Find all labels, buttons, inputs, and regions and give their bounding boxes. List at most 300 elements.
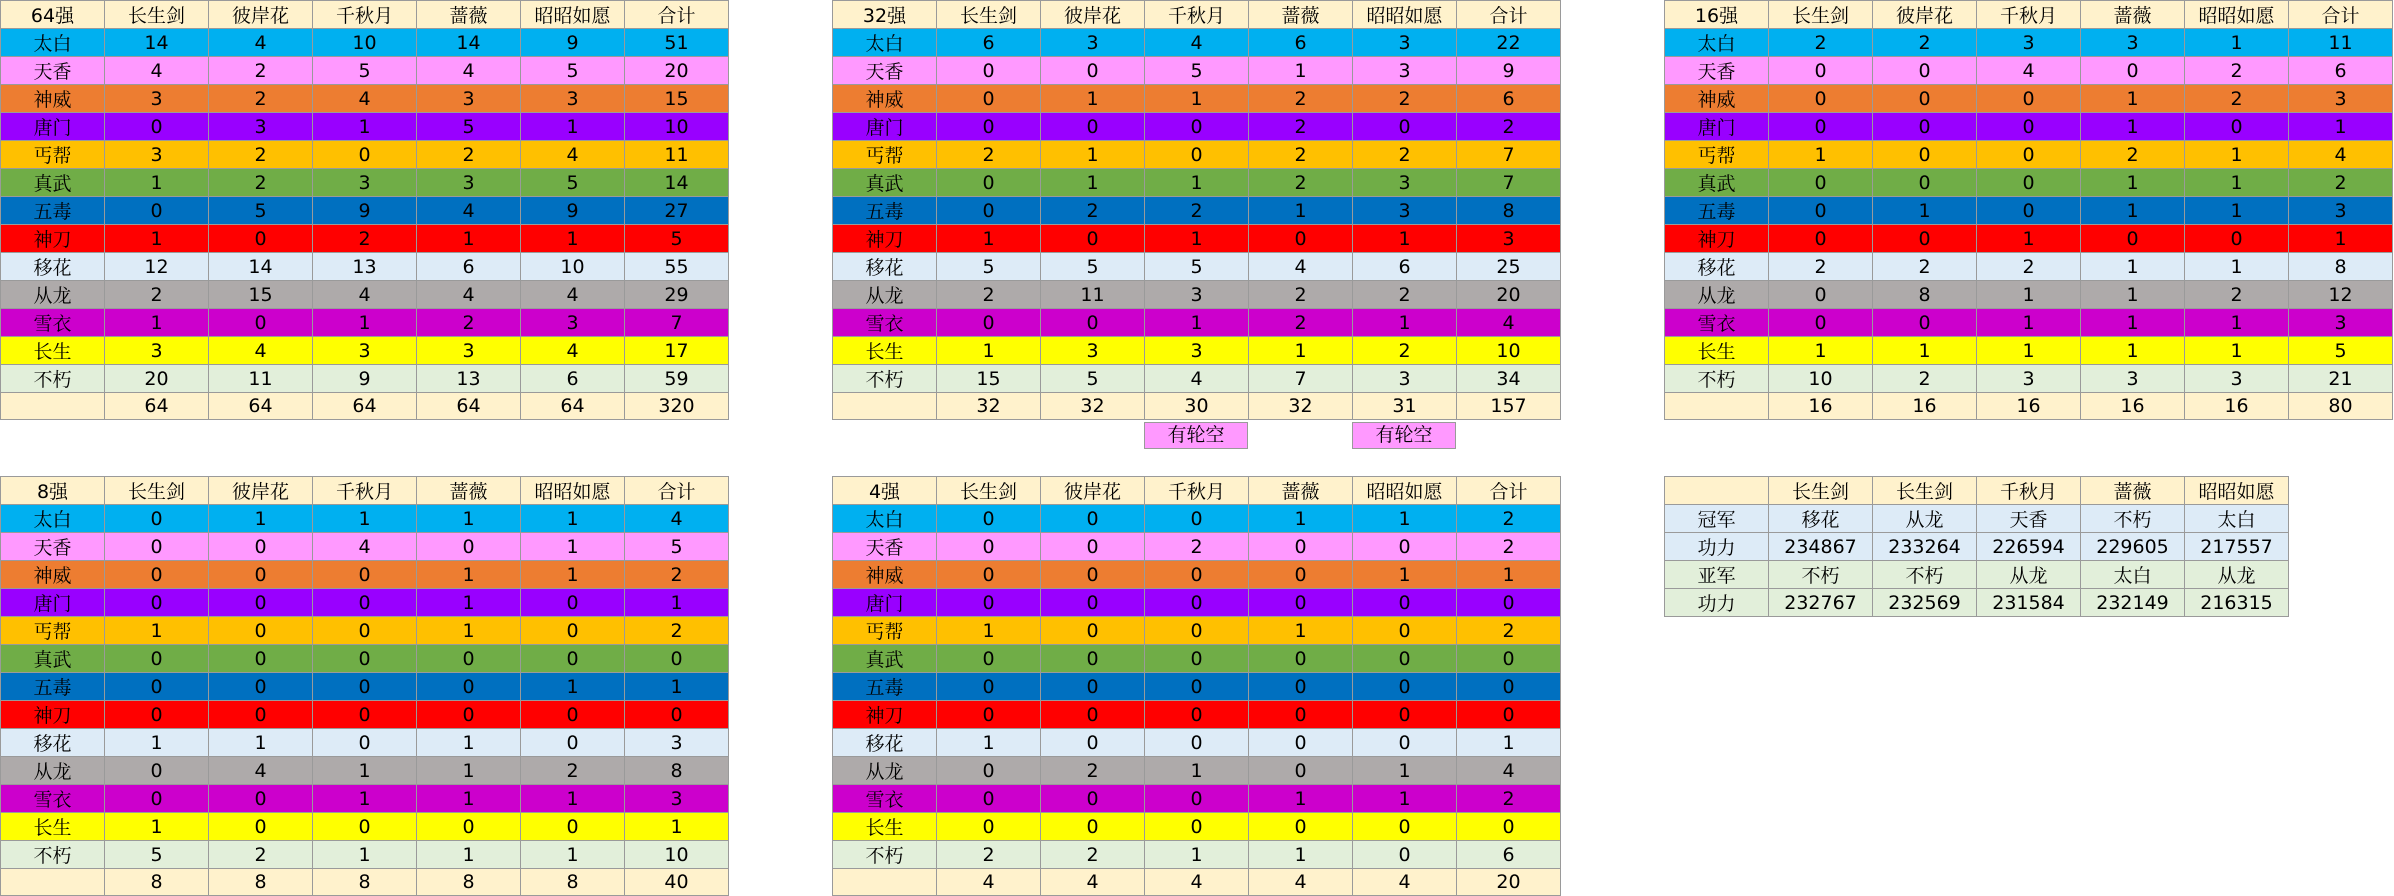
sect-name[interactable]: 神刀 [833,225,937,253]
total-cell[interactable]: 4 [937,869,1041,896]
value-cell[interactable]: 2 [1249,281,1353,309]
value-cell[interactable]: 0 [1353,617,1457,645]
value-cell[interactable]: 0 [209,225,313,253]
column-header[interactable]: 千秋月 [1977,1,2081,29]
value-cell[interactable]: 1 [417,225,521,253]
value-cell[interactable]: 1 [1249,505,1353,533]
value-cell[interactable]: 0 [1769,197,1873,225]
value-cell[interactable]: 5 [105,841,209,869]
value-cell[interactable]: 0 [1145,141,1249,169]
value-cell[interactable]: 1 [625,813,729,841]
value-cell[interactable]: 1 [313,113,417,141]
sect-name[interactable]: 神刀 [1665,225,1769,253]
value-cell[interactable]: 8 [1873,281,1977,309]
value-cell[interactable]: 1 [417,841,521,869]
value-cell[interactable]: 29 [625,281,729,309]
column-header[interactable]: 昭昭如愿 [2185,477,2289,505]
total-cell[interactable]: 31 [1353,393,1457,420]
value-cell[interactable]: 3 [1145,337,1249,365]
value-cell[interactable]: 232569 [1873,589,1977,617]
value-cell[interactable]: 10 [521,253,625,281]
value-cell[interactable]: 0 [209,309,313,337]
value-cell[interactable]: 1 [1977,281,2081,309]
total-cell[interactable]: 8 [521,869,625,896]
value-cell[interactable]: 0 [1041,813,1145,841]
column-header[interactable]: 蔷薇 [2081,1,2185,29]
row-label[interactable]: 亚军 [1665,561,1769,589]
value-cell[interactable]: 9 [521,197,625,225]
value-cell[interactable]: 0 [1769,225,1873,253]
value-cell[interactable]: 2 [209,57,313,85]
value-cell[interactable]: 2 [1249,141,1353,169]
sect-name[interactable]: 天香 [833,533,937,561]
value-cell[interactable]: 2 [1873,29,1977,57]
value-cell[interactable]: 1 [209,505,313,533]
value-cell[interactable]: 11 [2289,29,2393,57]
value-cell[interactable]: 6 [937,29,1041,57]
value-cell[interactable]: 1 [1145,757,1249,785]
total-cell[interactable]: 4 [1353,869,1457,896]
column-header[interactable]: 合计 [1457,477,1561,505]
sect-name[interactable]: 从龙 [1,757,105,785]
column-header[interactable]: 彼岸花 [1873,1,1977,29]
value-cell[interactable]: 1 [105,225,209,253]
value-cell[interactable]: 17 [625,337,729,365]
value-cell[interactable]: 20 [105,365,209,393]
sect-name[interactable]: 太白 [1,505,105,533]
stage-title[interactable]: 32强 [833,1,937,29]
value-cell[interactable]: 7 [1457,141,1561,169]
value-cell[interactable]: 0 [209,785,313,813]
value-cell[interactable]: 0 [937,645,1041,673]
sect-name[interactable]: 神刀 [833,701,937,729]
column-header[interactable]: 千秋月 [313,1,417,29]
sect-name[interactable]: 唐门 [1,113,105,141]
value-cell[interactable]: 不朽 [1873,561,1977,589]
value-cell[interactable]: 234867 [1769,533,1873,561]
value-cell[interactable]: 0 [521,729,625,757]
total-cell[interactable]: 32 [1249,393,1353,420]
value-cell[interactable]: 6 [1457,85,1561,113]
value-cell[interactable]: 1 [2185,29,2289,57]
value-cell[interactable]: 3 [521,309,625,337]
value-cell[interactable]: 6 [2289,57,2393,85]
value-cell[interactable]: 0 [105,533,209,561]
sect-name[interactable]: 长生 [833,813,937,841]
value-cell[interactable]: 2 [937,141,1041,169]
total-cell[interactable]: 16 [1769,393,1873,420]
value-cell[interactable]: 0 [209,589,313,617]
value-cell[interactable]: 1 [1873,337,1977,365]
sect-name[interactable]: 五毒 [1,197,105,225]
value-cell[interactable]: 3 [209,113,313,141]
value-cell[interactable]: 1 [2081,197,2185,225]
value-cell[interactable]: 232149 [2081,589,2185,617]
total-cell[interactable]: 64 [417,393,521,420]
value-cell[interactable]: 3 [1041,337,1145,365]
sect-name[interactable]: 太白 [833,505,937,533]
value-cell[interactable]: 0 [1249,645,1353,673]
value-cell[interactable]: 2 [313,225,417,253]
column-header[interactable]: 彼岸花 [1041,1,1145,29]
value-cell[interactable]: 1 [937,225,1041,253]
value-cell[interactable]: 0 [313,589,417,617]
value-cell[interactable]: 0 [1249,813,1353,841]
total-cell[interactable]: 320 [625,393,729,420]
value-cell[interactable]: 0 [417,533,521,561]
value-cell[interactable]: 11 [209,365,313,393]
value-cell[interactable]: 3 [1457,225,1561,253]
value-cell[interactable]: 217557 [2185,533,2289,561]
value-cell[interactable]: 10 [313,29,417,57]
value-cell[interactable]: 5 [209,197,313,225]
value-cell[interactable]: 4 [1457,757,1561,785]
value-cell[interactable]: 2 [1249,113,1353,141]
value-cell[interactable]: 0 [937,197,1041,225]
value-cell[interactable]: 0 [313,701,417,729]
total-cell[interactable]: 32 [937,393,1041,420]
value-cell[interactable]: 0 [313,729,417,757]
value-cell[interactable]: 5 [2289,337,2393,365]
totals-label[interactable] [1665,393,1769,420]
value-cell[interactable]: 1 [937,729,1041,757]
value-cell[interactable]: 3 [2081,29,2185,57]
value-cell[interactable]: 13 [313,253,417,281]
value-cell[interactable]: 1 [2185,253,2289,281]
total-cell[interactable]: 40 [625,869,729,896]
value-cell[interactable]: 0 [937,113,1041,141]
sect-name[interactable]: 从龙 [1665,281,1769,309]
column-header[interactable]: 彼岸花 [1041,477,1145,505]
value-cell[interactable]: 天香 [1977,505,2081,533]
value-cell[interactable]: 0 [209,617,313,645]
value-cell[interactable]: 1 [2185,197,2289,225]
value-cell[interactable]: 0 [209,533,313,561]
value-cell[interactable]: 1 [2081,253,2185,281]
value-cell[interactable]: 0 [937,85,1041,113]
value-cell[interactable]: 4 [313,281,417,309]
value-cell[interactable]: 0 [1041,673,1145,701]
value-cell[interactable]: 1 [1145,169,1249,197]
value-cell[interactable]: 0 [1873,141,1977,169]
value-cell[interactable]: 0 [209,645,313,673]
sect-name[interactable]: 长生 [833,337,937,365]
value-cell[interactable]: 2 [1041,841,1145,869]
column-header[interactable]: 蔷薇 [1249,1,1353,29]
value-cell[interactable]: 1 [209,729,313,757]
value-cell[interactable]: 0 [521,617,625,645]
value-cell[interactable]: 2 [209,85,313,113]
total-cell[interactable]: 16 [1977,393,2081,420]
value-cell[interactable]: 0 [1977,113,2081,141]
sect-name[interactable]: 神威 [1,561,105,589]
value-cell[interactable]: 1 [1353,757,1457,785]
value-cell[interactable]: 1 [1977,337,2081,365]
value-cell[interactable]: 0 [937,757,1041,785]
value-cell[interactable]: 4 [209,757,313,785]
value-cell[interactable]: 3 [625,785,729,813]
value-cell[interactable]: 1 [1041,141,1145,169]
value-cell[interactable]: 2 [2081,141,2185,169]
value-cell[interactable]: 0 [1353,645,1457,673]
value-cell[interactable]: 0 [1353,673,1457,701]
value-cell[interactable]: 2 [625,561,729,589]
value-cell[interactable]: 0 [1249,673,1353,701]
value-cell[interactable]: 1 [2185,169,2289,197]
value-cell[interactable]: 4 [521,141,625,169]
value-cell[interactable]: 0 [937,701,1041,729]
value-cell[interactable]: 0 [937,57,1041,85]
value-cell[interactable]: 6 [1353,253,1457,281]
value-cell[interactable]: 0 [417,673,521,701]
sect-name[interactable]: 神刀 [1,225,105,253]
value-cell[interactable]: 0 [1145,589,1249,617]
totals-label[interactable] [1,393,105,420]
value-cell[interactable]: 4 [105,57,209,85]
value-cell[interactable]: 1 [521,561,625,589]
value-cell[interactable]: 3 [2081,365,2185,393]
value-cell[interactable]: 0 [1249,757,1353,785]
sect-name[interactable]: 移花 [833,253,937,281]
sect-name[interactable]: 移花 [833,729,937,757]
stage-title[interactable]: 16强 [1665,1,1769,29]
value-cell[interactable]: 4 [209,29,313,57]
value-cell[interactable]: 14 [417,29,521,57]
sect-name[interactable]: 丐帮 [1,617,105,645]
value-cell[interactable]: 1 [417,757,521,785]
value-cell[interactable]: 2 [2185,281,2289,309]
sect-name[interactable]: 移花 [1,729,105,757]
value-cell[interactable]: 0 [1249,561,1353,589]
value-cell[interactable]: 1 [1353,309,1457,337]
value-cell[interactable]: 1 [313,785,417,813]
value-cell[interactable]: 0 [209,813,313,841]
value-cell[interactable]: 太白 [2185,505,2289,533]
value-cell[interactable]: 1 [313,309,417,337]
value-cell[interactable]: 0 [1041,505,1145,533]
value-cell[interactable]: 25 [1457,253,1561,281]
column-header[interactable]: 昭昭如愿 [521,477,625,505]
value-cell[interactable]: 2 [1457,785,1561,813]
value-cell[interactable]: 4 [2289,141,2393,169]
total-cell[interactable]: 4 [1249,869,1353,896]
value-cell[interactable]: 0 [1041,57,1145,85]
value-cell[interactable]: 从龙 [2185,561,2289,589]
value-cell[interactable]: 2 [209,841,313,869]
value-cell[interactable]: 0 [1769,85,1873,113]
value-cell[interactable]: 0 [1353,841,1457,869]
value-cell[interactable]: 9 [313,197,417,225]
sect-name[interactable]: 雪衣 [1,309,105,337]
value-cell[interactable]: 0 [1457,701,1561,729]
sect-name[interactable]: 太白 [1,29,105,57]
sect-name[interactable]: 神刀 [1,701,105,729]
value-cell[interactable]: 0 [937,505,1041,533]
value-cell[interactable]: 1 [313,505,417,533]
value-cell[interactable]: 1 [1353,505,1457,533]
value-cell[interactable]: 3 [1353,57,1457,85]
value-cell[interactable]: 5 [313,57,417,85]
sect-name[interactable]: 不朽 [1665,365,1769,393]
value-cell[interactable]: 5 [1145,253,1249,281]
value-cell[interactable]: 0 [1041,113,1145,141]
total-cell[interactable]: 8 [209,869,313,896]
sect-name[interactable]: 真武 [1,645,105,673]
value-cell[interactable]: 10 [625,841,729,869]
value-cell[interactable]: 8 [2289,253,2393,281]
value-cell[interactable]: 2 [1769,253,1873,281]
value-cell[interactable]: 1 [521,505,625,533]
value-cell[interactable]: 8 [1457,197,1561,225]
sect-name[interactable]: 五毒 [833,673,937,701]
value-cell[interactable]: 0 [105,505,209,533]
value-cell[interactable]: 0 [1145,617,1249,645]
value-cell[interactable]: 0 [521,589,625,617]
column-header[interactable]: 千秋月 [1145,1,1249,29]
value-cell[interactable]: 3 [105,141,209,169]
column-header[interactable]: 千秋月 [313,477,417,505]
value-cell[interactable]: 2 [1353,85,1457,113]
value-cell[interactable]: 4 [313,533,417,561]
value-cell[interactable]: 1 [1353,785,1457,813]
value-cell[interactable]: 1 [1873,197,1977,225]
value-cell[interactable]: 1 [937,337,1041,365]
value-cell[interactable]: 1 [521,533,625,561]
value-cell[interactable]: 1 [521,113,625,141]
value-cell[interactable]: 0 [2185,225,2289,253]
value-cell[interactable]: 1 [1457,729,1561,757]
value-cell[interactable]: 0 [1457,813,1561,841]
value-cell[interactable]: 2 [105,281,209,309]
value-cell[interactable]: 11 [625,141,729,169]
value-cell[interactable]: 6 [1249,29,1353,57]
value-cell[interactable]: 3 [1977,29,2081,57]
total-cell[interactable]: 8 [313,869,417,896]
stage-title[interactable]: 8强 [1,477,105,505]
value-cell[interactable]: 3 [417,337,521,365]
value-cell[interactable]: 10 [1769,365,1873,393]
value-cell[interactable]: 2 [1249,169,1353,197]
row-label[interactable]: 功力 [1665,589,1769,617]
value-cell[interactable]: 14 [625,169,729,197]
value-cell[interactable]: 3 [625,729,729,757]
sect-name[interactable]: 从龙 [1,281,105,309]
value-cell[interactable]: 1 [521,673,625,701]
column-header[interactable]: 长生剑 [1769,477,1873,505]
value-cell[interactable]: 0 [1873,113,1977,141]
value-cell[interactable]: 4 [417,197,521,225]
column-header[interactable]: 彼岸花 [209,1,313,29]
sect-name[interactable]: 不朽 [833,841,937,869]
value-cell[interactable]: 1 [2185,337,2289,365]
value-cell[interactable]: 不朽 [2081,505,2185,533]
value-cell[interactable]: 0 [1145,785,1249,813]
value-cell[interactable]: 0 [1249,533,1353,561]
value-cell[interactable]: 3 [1353,365,1457,393]
value-cell[interactable]: 0 [1457,589,1561,617]
value-cell[interactable]: 14 [105,29,209,57]
value-cell[interactable]: 14 [209,253,313,281]
value-cell[interactable]: 0 [1977,85,2081,113]
value-cell[interactable]: 1 [313,757,417,785]
value-cell[interactable]: 4 [417,281,521,309]
value-cell[interactable]: 2 [2185,85,2289,113]
value-cell[interactable]: 5 [1041,253,1145,281]
sect-name[interactable]: 丐帮 [833,617,937,645]
value-cell[interactable]: 2 [1353,281,1457,309]
sect-name[interactable]: 不朽 [833,365,937,393]
total-cell[interactable]: 64 [105,393,209,420]
value-cell[interactable]: 0 [1977,169,2081,197]
sect-name[interactable]: 从龙 [833,281,937,309]
value-cell[interactable]: 21 [2289,365,2393,393]
value-cell[interactable]: 0 [2081,225,2185,253]
value-cell[interactable]: 0 [1769,113,1873,141]
value-cell[interactable]: 2 [2289,169,2393,197]
value-cell[interactable]: 5 [417,113,521,141]
value-cell[interactable]: 2 [417,141,521,169]
value-cell[interactable]: 3 [1353,29,1457,57]
value-cell[interactable]: 1 [1249,197,1353,225]
value-cell[interactable]: 6 [521,365,625,393]
value-cell[interactable]: 2 [1457,533,1561,561]
value-cell[interactable]: 8 [625,757,729,785]
value-cell[interactable]: 1 [625,589,729,617]
value-cell[interactable]: 1 [2081,309,2185,337]
sect-name[interactable]: 从龙 [833,757,937,785]
value-cell[interactable]: 0 [1145,729,1249,757]
value-cell[interactable]: 55 [625,253,729,281]
value-cell[interactable]: 15 [937,365,1041,393]
value-cell[interactable]: 1 [105,729,209,757]
value-cell[interactable]: 0 [937,533,1041,561]
value-cell[interactable]: 233264 [1873,533,1977,561]
sect-name[interactable]: 真武 [833,169,937,197]
value-cell[interactable]: 34 [1457,365,1561,393]
value-cell[interactable]: 3 [1353,169,1457,197]
sect-name[interactable]: 唐门 [1665,113,1769,141]
value-cell[interactable]: 0 [1145,813,1249,841]
value-cell[interactable]: 2 [1041,197,1145,225]
value-cell[interactable]: 0 [1145,505,1249,533]
bye-note[interactable]: 有轮空 [1352,422,1456,449]
sect-name[interactable]: 天香 [1665,57,1769,85]
total-cell[interactable]: 20 [1457,869,1561,896]
value-cell[interactable]: 229605 [2081,533,2185,561]
value-cell[interactable]: 0 [937,785,1041,813]
total-cell[interactable]: 64 [521,393,625,420]
value-cell[interactable]: 0 [1249,225,1353,253]
value-cell[interactable]: 9 [313,365,417,393]
value-cell[interactable]: 0 [1353,701,1457,729]
total-cell[interactable]: 4 [1145,869,1249,896]
value-cell[interactable]: 7 [1457,169,1561,197]
value-cell[interactable]: 0 [417,645,521,673]
value-cell[interactable]: 3 [2289,197,2393,225]
value-cell[interactable]: 7 [625,309,729,337]
sect-name[interactable]: 长生 [1,337,105,365]
value-cell[interactable]: 12 [105,253,209,281]
value-cell[interactable]: 15 [209,281,313,309]
value-cell[interactable]: 0 [937,813,1041,841]
value-cell[interactable]: 1 [2289,113,2393,141]
value-cell[interactable]: 3 [417,85,521,113]
value-cell[interactable]: 2 [1353,337,1457,365]
value-cell[interactable]: 2 [209,141,313,169]
value-cell[interactable]: 6 [417,253,521,281]
value-cell[interactable]: 2 [1249,309,1353,337]
value-cell[interactable]: 0 [1873,225,1977,253]
